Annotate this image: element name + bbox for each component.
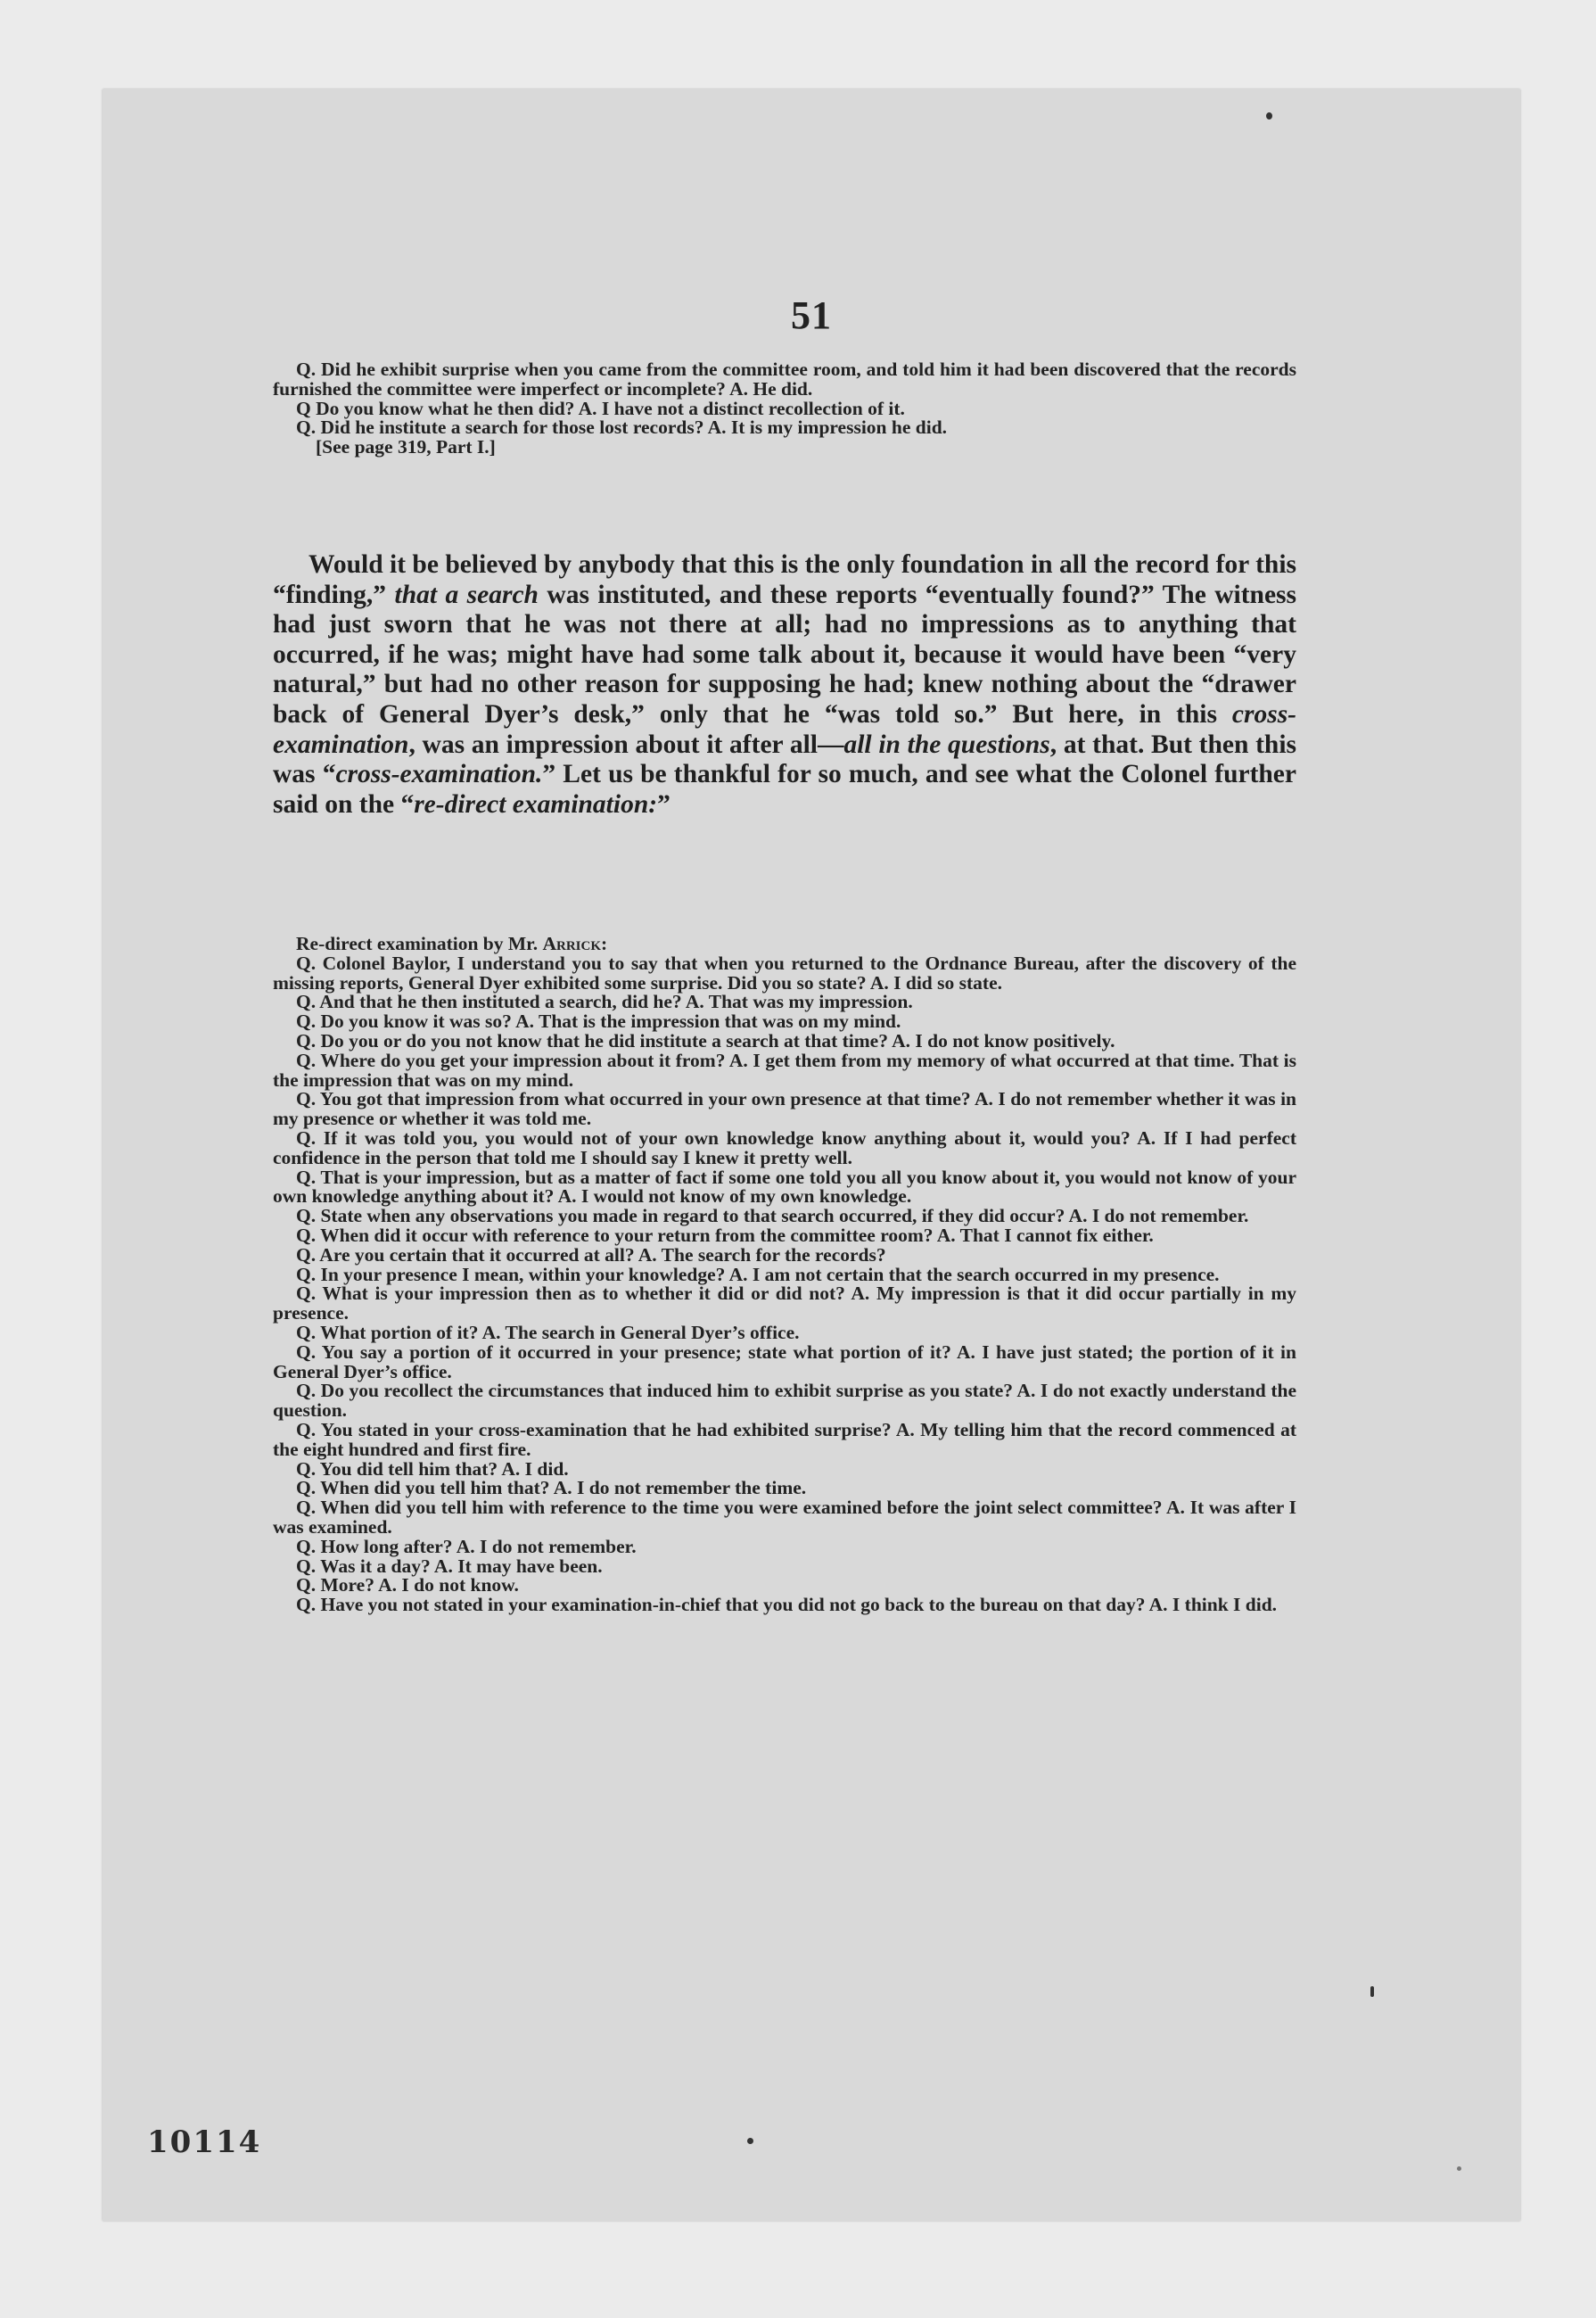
testimony-line: Q. Was it a day? A. It may have been. (296, 1555, 603, 1577)
document-id-stamp: 10114 (147, 2124, 262, 2160)
emphasis-segment: re-direct examination: (414, 789, 658, 819)
testimony-line: Q. Do you or do you not know that he did institute a search at that time? A. I do not know positively. (296, 1029, 1115, 1052)
testimony-line: Q. If it was told you, you would not of your own knowledge know anything about it, would you? A. If I had perfect confidence in the person that told me I should say I knew it pretty well. (273, 1126, 1296, 1168)
testimony-line: Q. Colonel Baylor, I understand you to say that when you returned to the Ordnance Bureau, after the discovery of the missing reports, General Dyer exhibited some surprise. Did you so state? A. I did so state. (273, 952, 1296, 994)
testimony-line: Q. More? A. I do not know. (296, 1574, 519, 1596)
examiner-name: Arrick (542, 933, 602, 954)
scan-speck (747, 2138, 753, 2144)
testimony-line: Q. What portion of it? A. The search in General Dyer’s office. (296, 1321, 800, 1343)
testimony-line: Q. State when any observations you made in regard to that search occurred, if they did occur? A. I do not remember. (296, 1205, 1249, 1227)
testimony-line: Q. Did he exhibit surprise when you came from the committee room, and told him it had been discovered that the records furnished the committee were imperfect or incomplete? A. He did. (273, 359, 1296, 400)
testimony-line: Q. You say a portion of it occurred in your presence; state what portion of it? A. I have just stated; the portion of it in General Dyer’s office. (273, 1340, 1296, 1382)
text-segment: was instituted, and these reports “eventually found?” The witness had just sworn that he was not there at all; had no impressions as to anything that occurred, if he was; might have had some talk about it, because it would have been “very natural,” but had no other reason for supposing he had; knew nothing about the “drawer back of General Dyer’s desk,” only that he “was told so.” But here, in this (273, 580, 1297, 729)
text-segment: , at that. But then this was “ (273, 730, 1297, 789)
testimony-line: Q. In your presence I mean, within your knowledge? A. I am not certain that the search occurred in my presence. (296, 1263, 1220, 1285)
page-reference: [See page 319, Part I.] (316, 436, 496, 458)
testimony-line: Q. Do you know it was so? A. That is the impression that was on my mind. (296, 1011, 901, 1033)
heading-prefix: Re-direct examination by Mr. (296, 933, 543, 954)
text-segment: ” (657, 789, 670, 819)
text-segment: ” Let us be thankful for so much, and see what the Colonel further said on the “ (273, 760, 1296, 819)
testimony-line: Q. Do you recollect the circumstances that induced him to exhibit surprise as you state? A. I do not exactly understand the question. (273, 1380, 1296, 1422)
scan-speck (1266, 112, 1272, 120)
testimony-line: Q. When did it occur with reference to your return from the committee room? A. That I cannot fix either. (296, 1224, 1154, 1246)
testimony-line: Q. You stated in your cross-examination that he had exhibited surprise? A. My telling him that the record commenced at the eight hundred and first fire. (273, 1418, 1296, 1460)
testimony-line: Q. Where do you get your impression about it from? A. I get them from my memory of what occurred at that time. That is the impression that was on my mind. (273, 1049, 1296, 1091)
top-testimony-block (273, 360, 1296, 458)
emphasis-segment: all in the questions (843, 730, 1050, 759)
testimony-line: Q. When did you tell him with reference to the time you were examined before the joint select committee? A. It was after I was examined. (273, 1497, 1296, 1538)
scan-speck (1457, 2166, 1461, 2171)
scanned-page (103, 89, 1520, 2221)
testimony-line: Q. What is your impression then as to whether it did or did not? A. My impression is that it did occur partially in my presence. (273, 1283, 1296, 1324)
testimony-line: Q. Have you not stated in your examination-in-chief that you did not go back to the bureau on that day? A. I think I did. (296, 1594, 1278, 1616)
testimony-line: Q Do you know what he then did? A. I have not a distinct recollection of it. (296, 397, 905, 419)
emphasis-segment: that a search (394, 580, 539, 609)
scan-speck (1370, 1986, 1374, 1997)
emphasis-segment: cross-examination (273, 699, 1296, 759)
testimony-line: Q. Are you certain that it occurred at all? A. The search for the records? (296, 1243, 886, 1266)
testimony-line: Q. How long after? A. I do not remember. (296, 1535, 637, 1557)
testimony-line: Q. You did tell him that? A. I did. (296, 1457, 569, 1480)
testimony-line: Q. Did he institute a search for those lost records? A. It is my impression he did. (296, 417, 948, 439)
section-heading (273, 935, 1296, 954)
testimony-line: Q. When did you tell him that? A. I do not remember the time. (296, 1477, 807, 1499)
text-segment: Would it be believed by anybody that this is the only foundation in all the record for this “finding,” (273, 550, 1296, 609)
commentary-block (273, 550, 1296, 820)
testimony-line: Q. That is your impression, but as a matter of fact if some one told you all you know about it, you would not know of your own knowledge anything about it? A. I would not know of my own knowledge. (273, 1166, 1296, 1208)
page-number: 51 (791, 293, 832, 337)
emphasis-segment: cross-examination. (335, 760, 543, 789)
heading-suffix: : (601, 933, 608, 954)
text-segment: , was an impression about it after all— (408, 730, 844, 759)
testimony-line: Q. And that he then instituted a search, did he? A. That was my impression. (296, 991, 913, 1013)
commentary-paragraph (273, 550, 1296, 820)
redirect-examination-block (273, 935, 1296, 1615)
testimony-line: Q. You got that impression from what occurred in your own presence at that time? A. I do not remember whether it was in my presence or whether it was told me. (273, 1088, 1296, 1130)
